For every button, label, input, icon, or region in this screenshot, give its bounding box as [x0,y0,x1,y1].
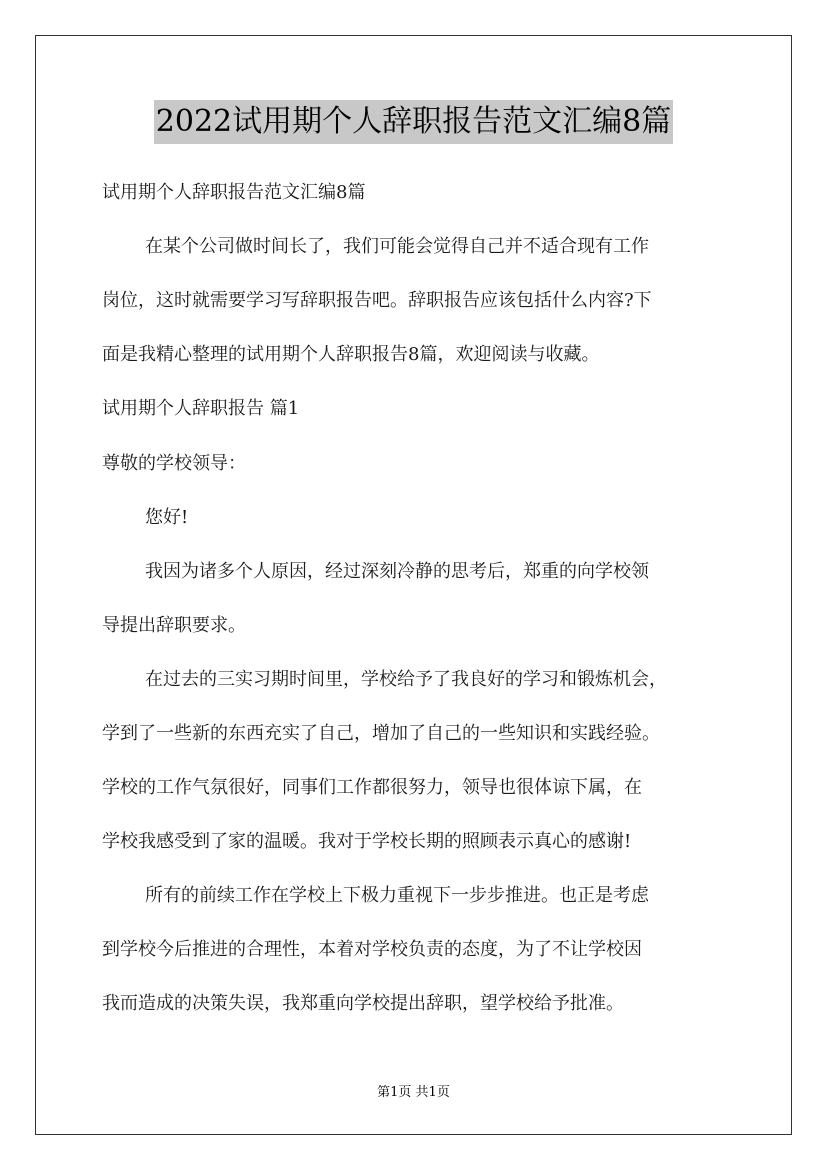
body-line-5: 学校的工作气氛很好，同事们工作都很努力，领导也很体谅下属，在 [102,777,642,798]
greeting: 您好! [145,507,189,528]
salutation: 尊敬的学校领导： [102,453,246,474]
intro-line-2: 岗位，这时就需要学习写辞职报告吧。辞职报告应该包括什么内容?下 [102,290,652,311]
body-line-4: 学到了一些新的东西充实了自己，增加了自己的一些知识和实践经验。 [102,723,660,744]
title-container [0,100,827,144]
section-heading: 试用期个人辞职报告 篇1 [102,398,300,419]
body-line-3: 在过去的三实习期时间里，学校给予了我良好的学习和锻炼机会， [145,669,667,690]
body-line-9: 我而造成的决策失误，我郑重向学校提出辞职，望学校给予批准。 [102,993,624,1014]
body-line-1: 我因为诸多个人原因，经过深刻冷静的思考后，郑重的向学校领 [145,561,649,582]
body-line-2: 导提出辞职要求。 [102,615,246,636]
page-footer: 第1页 共1页 [377,1085,450,1100]
subtitle-line: 试用期个人辞职报告范文汇编8篇 [102,182,366,203]
body-line-8: 到学校今后推进的合理性，本着对学校负责的态度，为了不让学校因 [102,939,642,960]
intro-line-1: 在某个公司做时间长了，我们可能会觉得自己并不适合现有工作 [145,236,649,257]
intro-line-3: 面是我精心整理的试用期个人辞职报告8篇，欢迎阅读与收藏。 [102,344,600,365]
body-line-6: 学校我感受到了家的温暖。我对于学校长期的照顾表示真心的感谢! [102,831,632,852]
body-line-7: 所有的前续工作在学校上下极力重视下一步步推进。也正是考虑 [145,885,649,906]
document-title: 2022试用期个人辞职报告范文汇编8篇 [154,100,673,144]
